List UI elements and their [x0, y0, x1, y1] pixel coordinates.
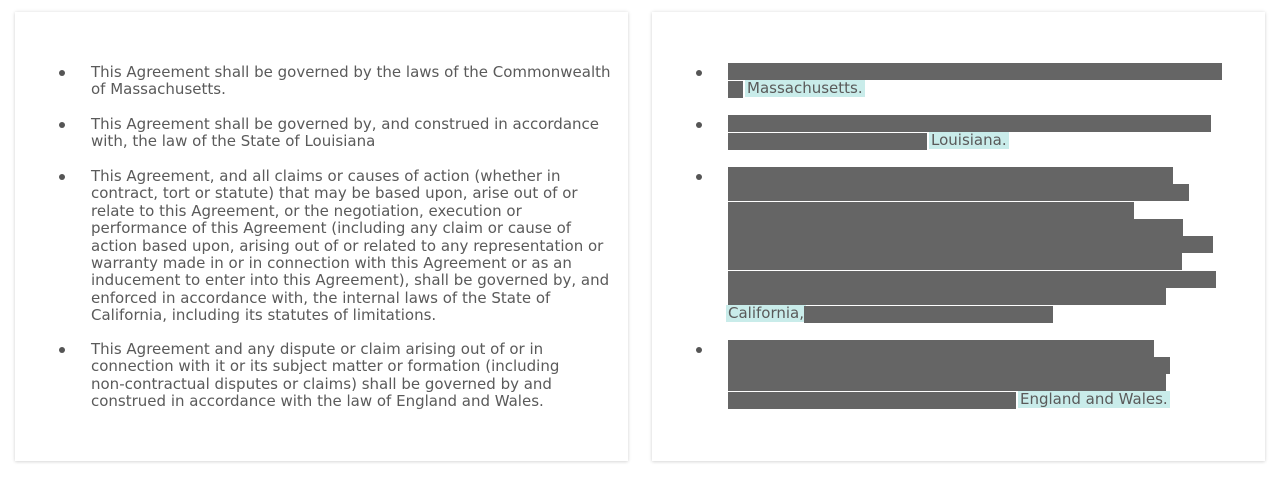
redaction-bar [728, 271, 1216, 288]
clause-line: of Massachusetts. [91, 80, 226, 99]
redaction-bar [728, 357, 1170, 374]
redaction-bar [728, 63, 1222, 80]
redaction-bar [728, 202, 1134, 219]
bullet-point [696, 174, 702, 180]
redaction-bar [804, 306, 1053, 323]
highlight-louisiana: Louisiana. [931, 131, 1007, 149]
clause-line: This Agreement shall be governed by, and construed in accordance [91, 115, 600, 133]
bullet-point [696, 122, 702, 128]
bullet-point [59, 70, 65, 76]
bullet-point [696, 70, 702, 76]
redaction-bar [728, 115, 1211, 132]
clause-line: connection with it or its subject matter or formation (including [91, 357, 560, 376]
clause-line: This Agreement shall be governed by the laws of the Commonwealth [91, 63, 611, 81]
redaction-bar [728, 184, 1189, 201]
original-text-panel [15, 12, 628, 461]
bullet-point [696, 347, 702, 353]
redaction-bar [728, 236, 1213, 253]
clause-california [91, 168, 611, 325]
clause-line: action based upon, arising out of or related to any representation or [91, 236, 604, 255]
redaction-bar [728, 288, 1166, 305]
bullet-point [59, 347, 65, 353]
redaction-bar [728, 219, 1183, 236]
redaction-bar [728, 167, 1173, 184]
redaction-bar [728, 253, 1182, 270]
bullet-point [59, 174, 65, 180]
clause-line: relate to this Agreement, or the negotiation, execution or [91, 201, 522, 220]
clause-line: non-contractual disputes or claims) shall be governed by and [91, 374, 552, 393]
clause-line: This Agreement and any dispute or claim arising out of or in [91, 340, 544, 358]
redaction-bar [728, 392, 1016, 409]
highlight-england-wales: England and Wales. [1020, 390, 1168, 408]
redaction-bar [728, 374, 1166, 391]
clause-line: performance of this Agreement (including any claim or cause of [91, 219, 572, 238]
clause-massachusetts [91, 64, 611, 99]
highlight-massachusetts: Massachusetts. [747, 79, 863, 97]
clause-line: warranty made in or in connection with this Agreement or as an [91, 254, 572, 273]
redaction-bar [728, 81, 743, 98]
highlight-california: California, [728, 304, 804, 322]
clause-line: contract, tort or statute) that may be based upon, arise out of or [91, 184, 578, 203]
clause-line: This Agreement, and all claims or causes of action (whether in [91, 167, 561, 185]
clause-line: with, the law of the State of Louisiana [91, 132, 376, 151]
clause-line: inducement to enter into this Agreement), shall be governed by, and [91, 271, 610, 290]
redaction-bar [728, 340, 1154, 357]
bullet-point [59, 122, 65, 128]
clause-line: California, including its statutes of limitations. [91, 306, 437, 325]
clause-louisiana [91, 116, 611, 151]
clause-line: enforced in accordance with, the internal laws of the State of [91, 288, 551, 307]
clause-england-wales [91, 341, 611, 411]
clause-line: construed in accordance with the law of England and Wales. [91, 392, 544, 411]
redaction-bar [728, 133, 927, 150]
redacted-text-panel [652, 12, 1265, 461]
